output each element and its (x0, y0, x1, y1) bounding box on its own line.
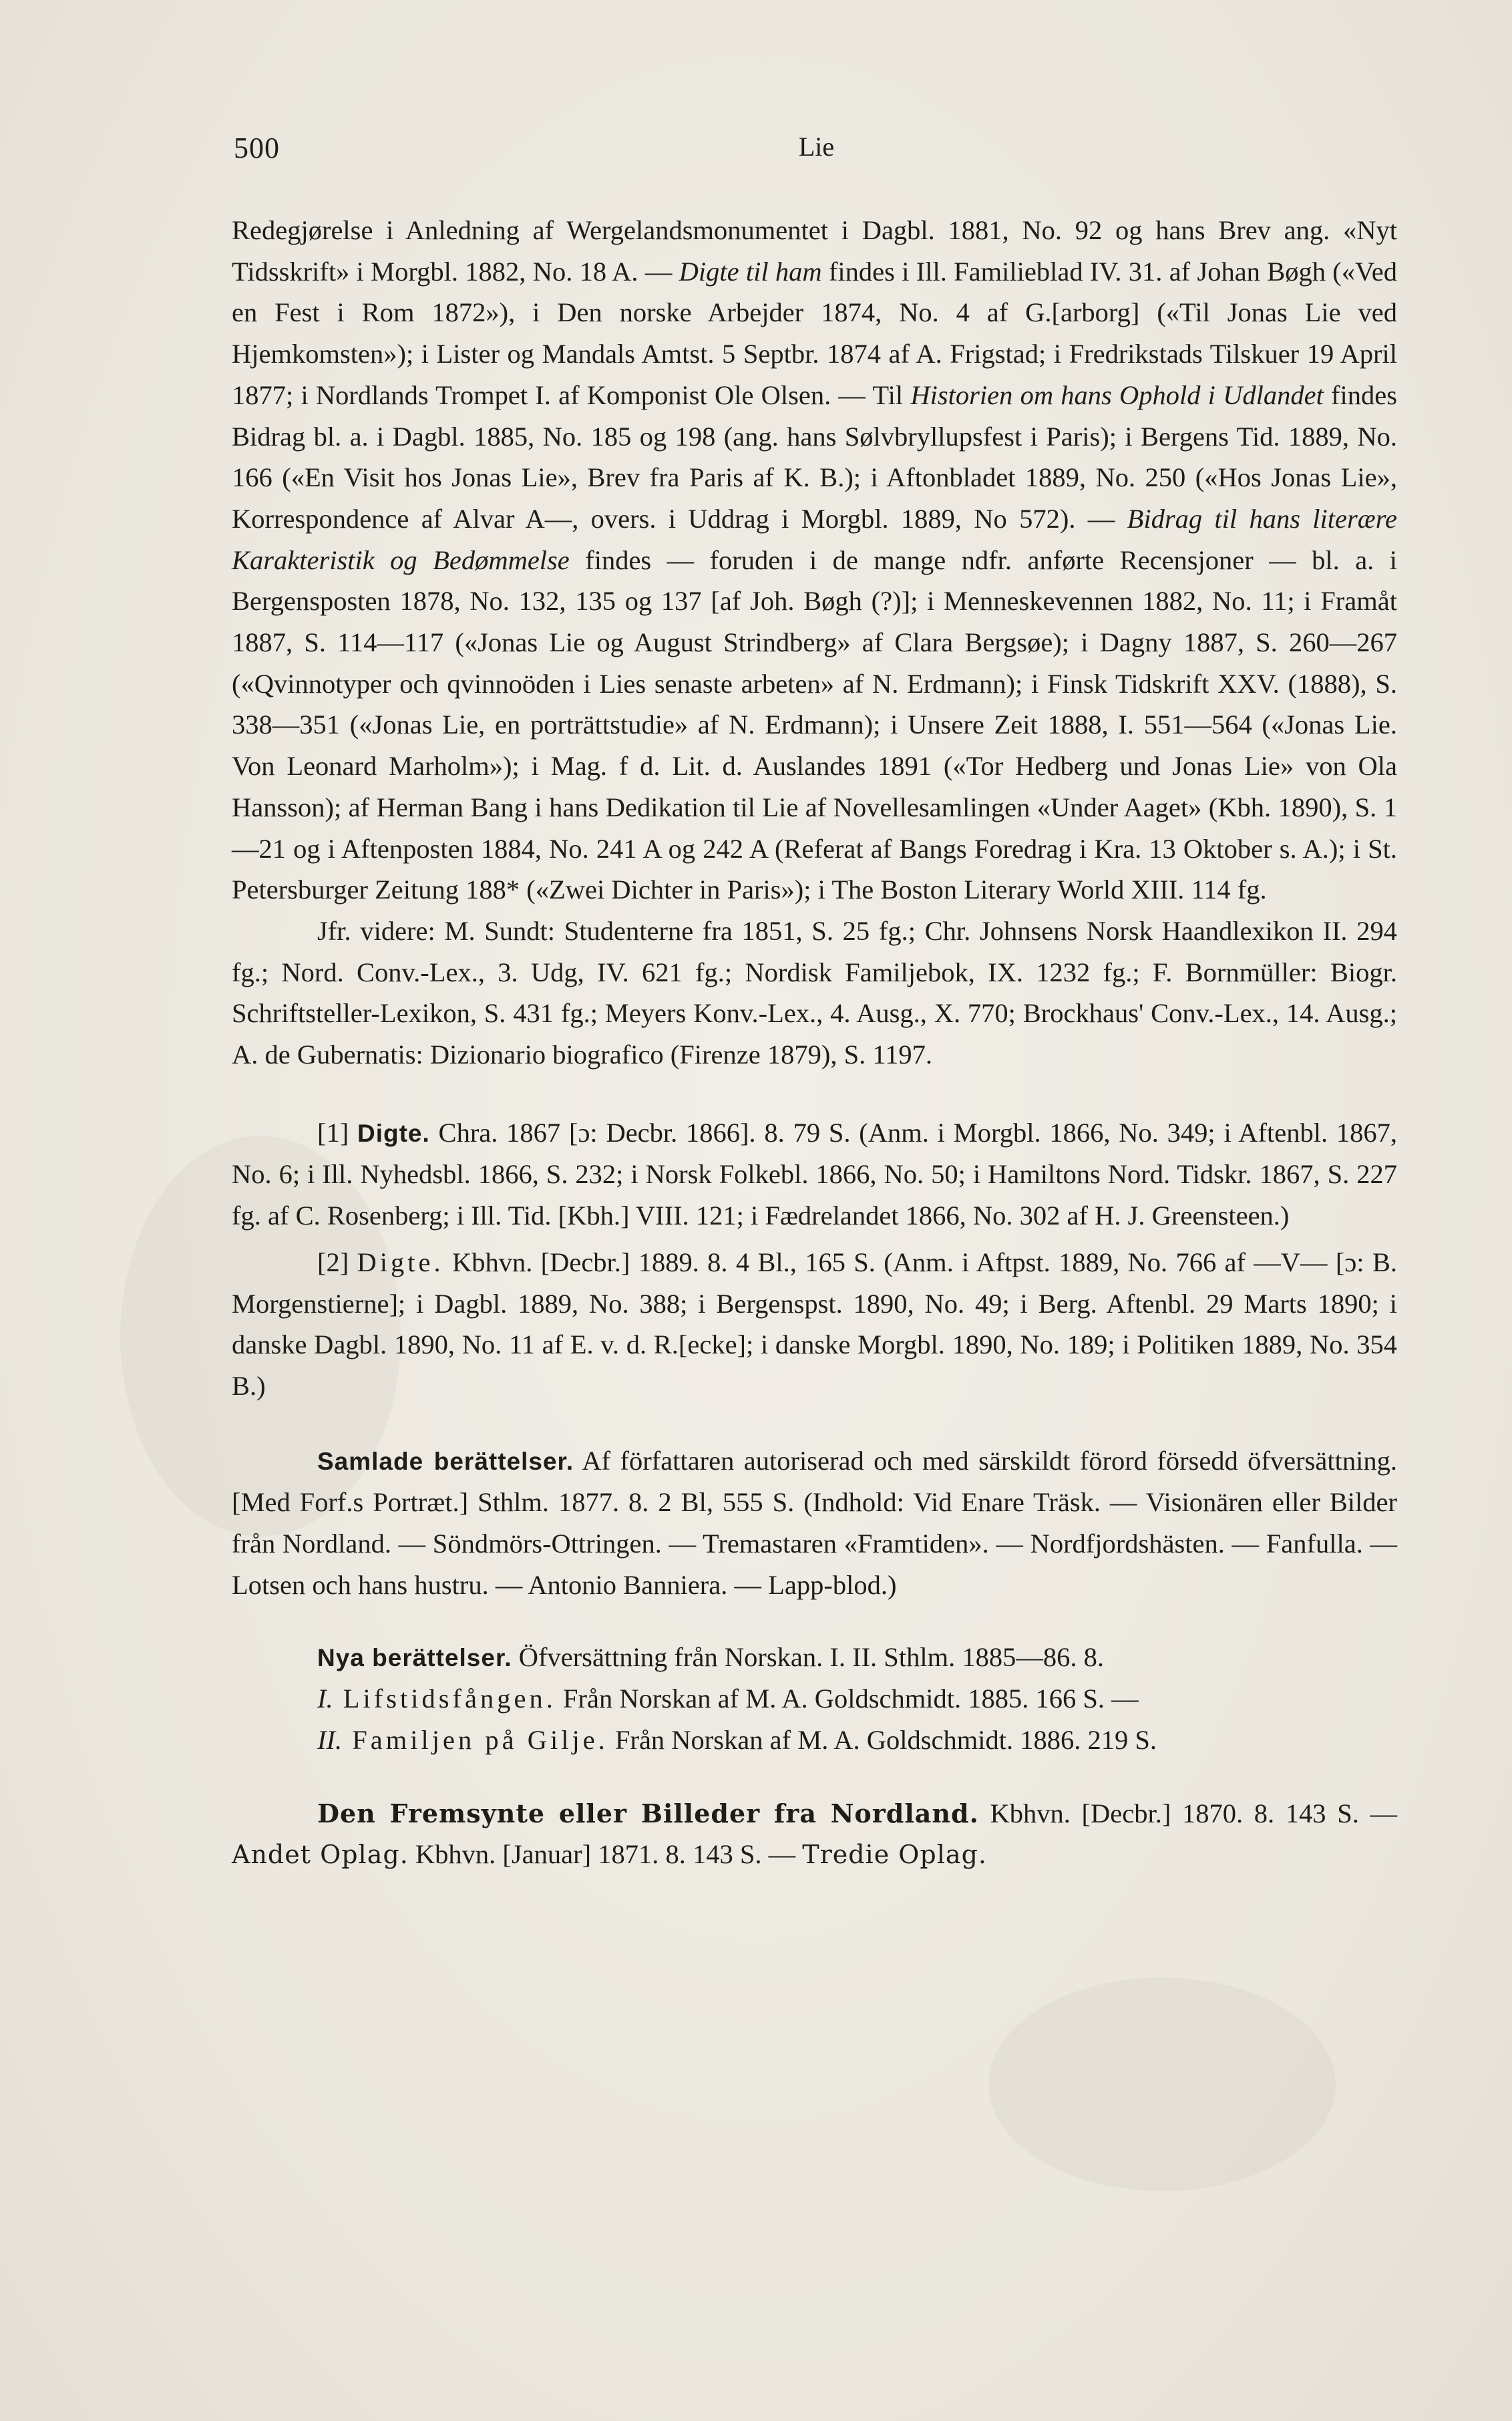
running-head: Lie (798, 132, 835, 162)
body-text (232, 210, 1397, 1876)
page-number: 500 (234, 132, 280, 164)
bibliography-subentry-2: II. Familjen på Gilje. Från Norskan af M. A. Goldschmidt. 1886. 219 S. (317, 1724, 1157, 1755)
bibliography-entry-digte-1889: [2] Digte. Kbhvn. [Decbr.] 1889. 8. 4 Bl., 165 S. (Anm. i Aftpst. 1889, No. 766 af —V— [ɔ: B. Morgenstierne]; i Dagbl. 1889, No. 388; i Bergenspst. 1890, No. 49; i Berg. Aftenbl. 29 Marts 1890; i danske Dagbl. 1890, No. 11 af E. v. d. R.[ecke]; i danske Morgbl. 1890, No. 189; i Politiken 1889, No. 354 B.) (232, 1247, 1397, 1401)
bibliography-entry-samlade-berattelser: Samlade berättelser. Af författaren autoriserad och med särskildt förord försedd öfversättning. [Med Forf.s Portræt.] Sthlm. 1877. 8. 2 Bl, 555 S. (Indhold: Vid Enare Träsk. — Visionären eller Bilder från Nordland. — Söndmörs-Ottringen. — Tremastaren «Framtiden». — Nordfjordshästen. — Fanfulla. — Lotsen och hans hustru. — Antonio Banniera. — Lapp-blod.) (232, 1445, 1398, 1600)
paragraph-references: Redegjørelse i Anledning af Wergelandsmonumentet i Dagbl. 1881, No. 92 og hans Brev ang. «Nyt Tidsskrift» i Morgbl. 1882, No. 18 A. — Digte til ham findes i Ill. Familieblad IV. 31. af Johan Bøgh («Ved en Fest i Rom 1872»), i Den norske Arbejder 1874, No. 4 af G.[arborg] («Til Jonas Lie ved Hjemkomsten»); i Lister og Mandals Amtst. 5 Septbr. 1874 af A. Frigstad; i Fredrikstads Tilskuer 19 April 1877; i Nordlands Trompet I. af Komponist Ole Olsen. — Til Historien om hans Ophold i Udlandet findes Bidrag bl. a. i Dagbl. 1885, No. 185 og 198 (ang. hans Sølvbryllupsfest i Paris); i Bergens Tid. 1889, No. 166 («En Visit hos Jonas Lie», Brev fra Paris af K. B.); i Aftonbladet 1889, No. 250 («Hos Jonas Lie», Korrespondence af Alvar A—, overs. i Uddrag i Morgbl. 1889, No 572). — Bidrag til hans literære Karakteristik og Bedømmelse findes — foruden i de mange ndfr. anførte Recensjoner — bl. a. i Bergensposten 1878, No. 132, 135 og 137 [af Joh. Bøgh (?)]; i Menneskevennen 1882, No. 11; i Framåt 1887, S. 114—117 («Jonas Lie og August Strindberg» af Clara Bergsøe); i Dagny 1887, S. 260—267 («Qvinnotyper och qvinnoöden i Lies senaste arbeten» af N. Erdmann); i Finsk Tidskrift XXV. (1888), S. 338—351 («Jonas Lie, en porträttstudie» af N. Erdmann); i Unsere Zeit 1888, I. 551—564 («Jonas Lie. Von Leonard Marholm»); i Mag. f d. Lit. d. Auslandes 1891 («Tor Hedberg und Jonas Lie» von Ola Hansson); af Herman Bang i hans Dedikation til Lie af Novellesamlingen «Under Aaget» (Kbh. 1890), S. 1—21 og i Aftenposten 1884, No. 241 A og 242 A (Referat af Bangs Foredrag i Kra. 13 Oktober s. A.); i St. Petersburger Zeitung 188* («Zwei Dichter in Paris»); i The Boston Literary World XIII. 114 fg. (232, 215, 1398, 905)
paper-stain (988, 1977, 1336, 2191)
bibliography-entry-digte-1867: [1] Digte. Chra. 1867 [ɔ: Decbr. 1866]. 8. 79 S. (Anm. i Morgbl. 1866, No. 349; i Aftenbl. 1867, No. 6; i Ill. Nyhedsbl. 1866, S. 232; i Norsk Folkebl. 1866, No. 50; i Hamiltons Nord. Tidskr. 1867, S. 227 fg. af C. Rosenberg; i Ill. Tid. [Kbh.] VIII. 121; i Fædrelandet 1866, No. 302 af H. J. Greensteen.) (232, 1117, 1397, 1231)
paragraph-see-also: Jfr. videre: M. Sundt: Studenterne fra 1851, S. 25 fg.; Chr. Johnsens Norsk Haandlexikon II. 294 fg.; Nord. Conv.-Lex., 3. Udg, IV. 621 fg.; Nordisk Familjebok, IX. 1232 fg.; F. Bornmüller: Biogr. Schriftsteller-Lexikon, S. 431 fg.; Meyers Konv.-Lex., 4. Ausg., X. 770; Brockhaus' Conv.-Lex., 14. Ausg.; A. de Gubernatis: Dizionario biografico (Firenze 1879), S. 1197. (232, 915, 1397, 1070)
bibliography-entry-nya-berattelser: Nya berättelser. Öfversättning från Norskan. I. II. Sthlm. 1885—86. 8. (317, 1641, 1104, 1672)
bibliography-subentry-1: I. Lifstidsfången. Från Norskan af M. A. Goldschmidt. 1885. 166 S. — (317, 1683, 1139, 1714)
bibliography-entry-den-fremsynte: Den Fremsynte eller Billeder fra Nordland. Kbhvn. [Decbr.] 1870. 8. 143 S. — Andet Oplag. Kbhvn. [Januar] 1871. 8. 143 S. — Tredie Oplag. (232, 1798, 1397, 1870)
page-header (234, 131, 1399, 178)
